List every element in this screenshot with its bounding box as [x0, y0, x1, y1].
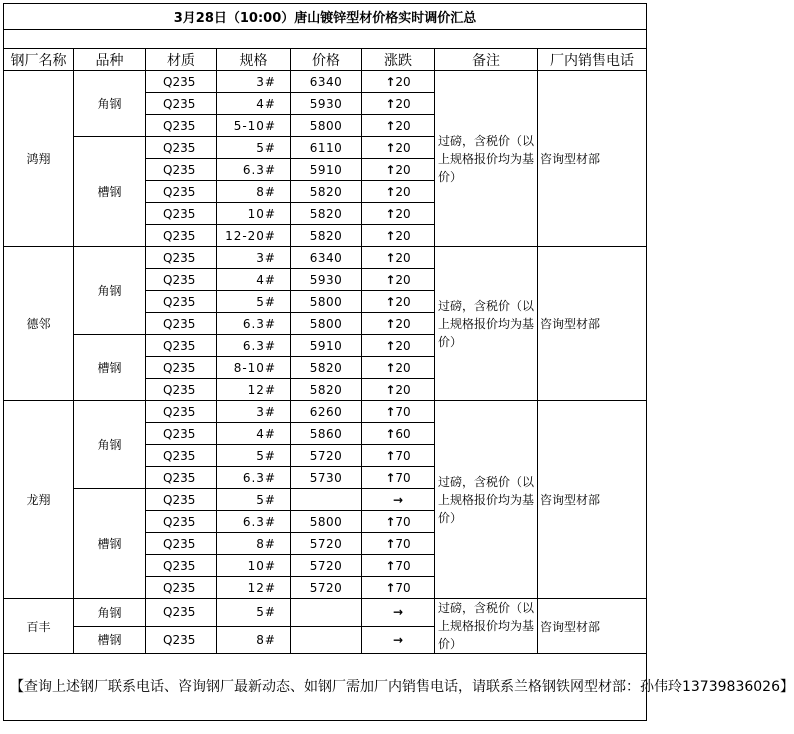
spec-cell: 5#: [217, 599, 291, 627]
change-cell: [362, 335, 435, 357]
change-value: 70: [395, 580, 411, 595]
change-cell: [362, 181, 435, 203]
change-cell: [362, 159, 435, 181]
blank-row: [4, 30, 647, 49]
change-cell: [362, 313, 435, 335]
change-value: 20: [395, 162, 411, 177]
price-cell: 5910: [291, 335, 362, 357]
spec-cell: 8#: [217, 533, 291, 555]
material-cell: Q235: [146, 401, 217, 423]
material-cell: Q235: [146, 247, 217, 269]
change-value: 20: [395, 96, 411, 111]
change-value: 20: [395, 228, 411, 243]
change-value: 20: [395, 338, 411, 353]
change-value: 70: [395, 558, 411, 573]
header-row: [4, 49, 647, 71]
change-cell: [362, 423, 435, 445]
price-cell: 5860: [291, 423, 362, 445]
spec-cell: 4#: [217, 423, 291, 445]
material-cell: Q235: [146, 423, 217, 445]
arrow-right-icon: [393, 493, 403, 507]
header-material: 材质: [146, 49, 217, 71]
product-kind: 角钢: [74, 71, 146, 137]
change-value: 20: [395, 118, 411, 133]
table-title: 3月28日（10:00）唐山镀锌型材价格实时调价汇总: [4, 4, 647, 30]
change-value: 20: [395, 74, 411, 89]
material-cell: Q235: [146, 71, 217, 93]
note-cell: 过磅，含税价（以上规格报价均为基价）: [435, 247, 538, 401]
change-value: 20: [395, 184, 411, 199]
arrow-up-icon: [385, 405, 395, 419]
change-cell: [362, 379, 435, 401]
change-value: 20: [395, 360, 411, 375]
spec-cell: 5#: [217, 291, 291, 313]
spec-cell: 5-10#: [217, 115, 291, 137]
change-value: 70: [395, 514, 411, 529]
change-cell: [362, 71, 435, 93]
material-cell: Q235: [146, 599, 217, 627]
price-cell: [291, 489, 362, 511]
price-cell: 5800: [291, 115, 362, 137]
change-cell: [362, 93, 435, 115]
change-cell: [362, 247, 435, 269]
price-cell: 5800: [291, 511, 362, 533]
arrow-up-icon: [385, 339, 395, 353]
price-cell: 5720: [291, 577, 362, 599]
price-cell: 6340: [291, 247, 362, 269]
product-kind: 角钢: [74, 599, 146, 627]
header-change: 涨跌: [362, 49, 435, 71]
arrow-up-icon: [385, 229, 395, 243]
price-cell: 5800: [291, 291, 362, 313]
change-value: 60: [395, 426, 411, 441]
change-cell: [362, 225, 435, 247]
header-spec: 规格: [217, 49, 291, 71]
arrow-up-icon: [385, 361, 395, 375]
price-cell: 5910: [291, 159, 362, 181]
spec-cell: 6.3#: [217, 467, 291, 489]
material-cell: Q235: [146, 533, 217, 555]
change-cell: [362, 401, 435, 423]
spec-cell: 10#: [217, 555, 291, 577]
change-cell: [362, 445, 435, 467]
table-row: [4, 599, 647, 627]
spec-cell: 5#: [217, 445, 291, 467]
phone-cell: 咨询型材部: [538, 401, 647, 599]
price-cell: 5820: [291, 181, 362, 203]
change-cell: [362, 577, 435, 599]
arrow-up-icon: [385, 119, 395, 133]
header-price: 价格: [291, 49, 362, 71]
price-cell: 6110: [291, 137, 362, 159]
change-cell: [362, 467, 435, 489]
change-value: 20: [395, 382, 411, 397]
material-cell: Q235: [146, 93, 217, 115]
material-cell: Q235: [146, 291, 217, 313]
price-cell: 5720: [291, 555, 362, 577]
material-cell: Q235: [146, 137, 217, 159]
arrow-up-icon: [385, 273, 395, 287]
change-cell: [362, 115, 435, 137]
spec-cell: 6.3#: [217, 511, 291, 533]
arrow-up-icon: [385, 581, 395, 595]
material-cell: Q235: [146, 357, 217, 379]
note-cell: 过磅，含税价（以上规格报价均为基价）: [435, 401, 538, 599]
mill-name: 鸿翔: [4, 71, 74, 247]
material-cell: Q235: [146, 225, 217, 247]
arrow-up-icon: [385, 427, 395, 441]
arrow-up-icon: [385, 383, 395, 397]
price-cell: 5800: [291, 313, 362, 335]
header-mill: 钢厂名称: [4, 49, 74, 71]
price-cell: 5720: [291, 533, 362, 555]
price-cell: 5720: [291, 445, 362, 467]
change-value: 70: [395, 536, 411, 551]
change-value: 20: [395, 140, 411, 155]
mill-name: 德邻: [4, 247, 74, 401]
spec-cell: 5#: [217, 137, 291, 159]
table-row: [4, 71, 647, 93]
spec-cell: 6.3#: [217, 159, 291, 181]
change-cell: [362, 626, 435, 654]
phone-cell: 咨询型材部: [538, 247, 647, 401]
arrow-up-icon: [385, 559, 395, 573]
price-cell: 5820: [291, 225, 362, 247]
header-kind: 品种: [74, 49, 146, 71]
price-cell: 6260: [291, 401, 362, 423]
material-cell: Q235: [146, 203, 217, 225]
change-value: 70: [395, 448, 411, 463]
arrow-right-icon: [393, 605, 403, 619]
price-cell: 5820: [291, 203, 362, 225]
spec-cell: 8#: [217, 181, 291, 203]
change-cell: [362, 489, 435, 511]
spec-cell: 3#: [217, 71, 291, 93]
arrow-up-icon: [385, 317, 395, 331]
arrow-up-icon: [385, 75, 395, 89]
price-cell: [291, 599, 362, 627]
product-kind: 槽钢: [74, 626, 146, 654]
spec-cell: 4#: [217, 93, 291, 115]
change-value: 70: [395, 470, 411, 485]
price-cell: 5820: [291, 357, 362, 379]
price-cell: 5730: [291, 467, 362, 489]
price-cell: 6340: [291, 71, 362, 93]
spec-cell: 12-20#: [217, 225, 291, 247]
change-cell: [362, 203, 435, 225]
arrow-up-icon: [385, 471, 395, 485]
spec-cell: 8-10#: [217, 357, 291, 379]
change-cell: [362, 533, 435, 555]
spec-cell: 6.3#: [217, 335, 291, 357]
spec-cell: 3#: [217, 247, 291, 269]
change-cell: [362, 599, 435, 627]
arrow-up-icon: [385, 141, 395, 155]
change-cell: [362, 357, 435, 379]
spec-cell: 12#: [217, 379, 291, 401]
change-value: 20: [395, 206, 411, 221]
arrow-right-icon: [393, 633, 403, 647]
spec-cell: 12#: [217, 577, 291, 599]
product-kind: 槽钢: [74, 335, 146, 401]
arrow-up-icon: [385, 251, 395, 265]
mill-name: 百丰: [4, 599, 74, 654]
note-cell: 过磅，含税价（以上规格报价均为基价）: [435, 71, 538, 247]
change-value: 20: [395, 272, 411, 287]
spec-cell: 5#: [217, 489, 291, 511]
material-cell: Q235: [146, 159, 217, 181]
phone-cell: 咨询型材部: [538, 71, 647, 247]
change-cell: [362, 291, 435, 313]
price-cell: [291, 626, 362, 654]
arrow-up-icon: [385, 449, 395, 463]
price-cell: 5930: [291, 269, 362, 291]
spec-cell: 4#: [217, 269, 291, 291]
material-cell: Q235: [146, 313, 217, 335]
material-cell: Q235: [146, 445, 217, 467]
arrow-up-icon: [385, 185, 395, 199]
change-value: 70: [395, 404, 411, 419]
product-kind: 槽钢: [74, 489, 146, 599]
change-value: 20: [395, 294, 411, 309]
table-row: [4, 401, 647, 423]
mill-name: 龙翔: [4, 401, 74, 599]
change-value: 20: [395, 316, 411, 331]
price-cell: 5930: [291, 93, 362, 115]
table-row: [4, 247, 647, 269]
arrow-up-icon: [385, 515, 395, 529]
arrow-up-icon: [385, 207, 395, 221]
product-kind: 角钢: [74, 247, 146, 335]
spec-cell: 3#: [217, 401, 291, 423]
note-cell: 过磅，含税价（以上规格报价均为基价）: [435, 599, 538, 654]
header-note: 备注: [435, 49, 538, 71]
material-cell: Q235: [146, 555, 217, 577]
material-cell: Q235: [146, 269, 217, 291]
product-kind: 槽钢: [74, 137, 146, 247]
material-cell: Q235: [146, 511, 217, 533]
header-phone: 厂内销售电话: [538, 49, 647, 71]
change-cell: [362, 511, 435, 533]
spec-cell: 6.3#: [217, 313, 291, 335]
product-kind: 角钢: [74, 401, 146, 489]
material-cell: Q235: [146, 577, 217, 599]
change-cell: [362, 555, 435, 577]
material-cell: Q235: [146, 467, 217, 489]
arrow-up-icon: [385, 163, 395, 177]
phone-cell: 咨询型材部: [538, 599, 647, 654]
material-cell: Q235: [146, 626, 217, 654]
change-cell: [362, 269, 435, 291]
change-cell: [362, 137, 435, 159]
arrow-up-icon: [385, 97, 395, 111]
arrow-up-icon: [385, 295, 395, 309]
price-table: [3, 3, 794, 721]
spec-cell: 8#: [217, 626, 291, 654]
material-cell: Q235: [146, 181, 217, 203]
material-cell: Q235: [146, 115, 217, 137]
spec-cell: 10#: [217, 203, 291, 225]
footer-contact-note: 【查询上述钢厂联系电话、咨询钢厂最新动态、如钢厂需加厂内销售电话，请联系兰格钢铁网型材部：孙伟玲13739836026】: [4, 654, 647, 721]
material-cell: Q235: [146, 489, 217, 511]
material-cell: Q235: [146, 335, 217, 357]
material-cell: Q235: [146, 379, 217, 401]
price-cell: 5820: [291, 379, 362, 401]
change-value: 20: [395, 250, 411, 265]
arrow-up-icon: [385, 537, 395, 551]
